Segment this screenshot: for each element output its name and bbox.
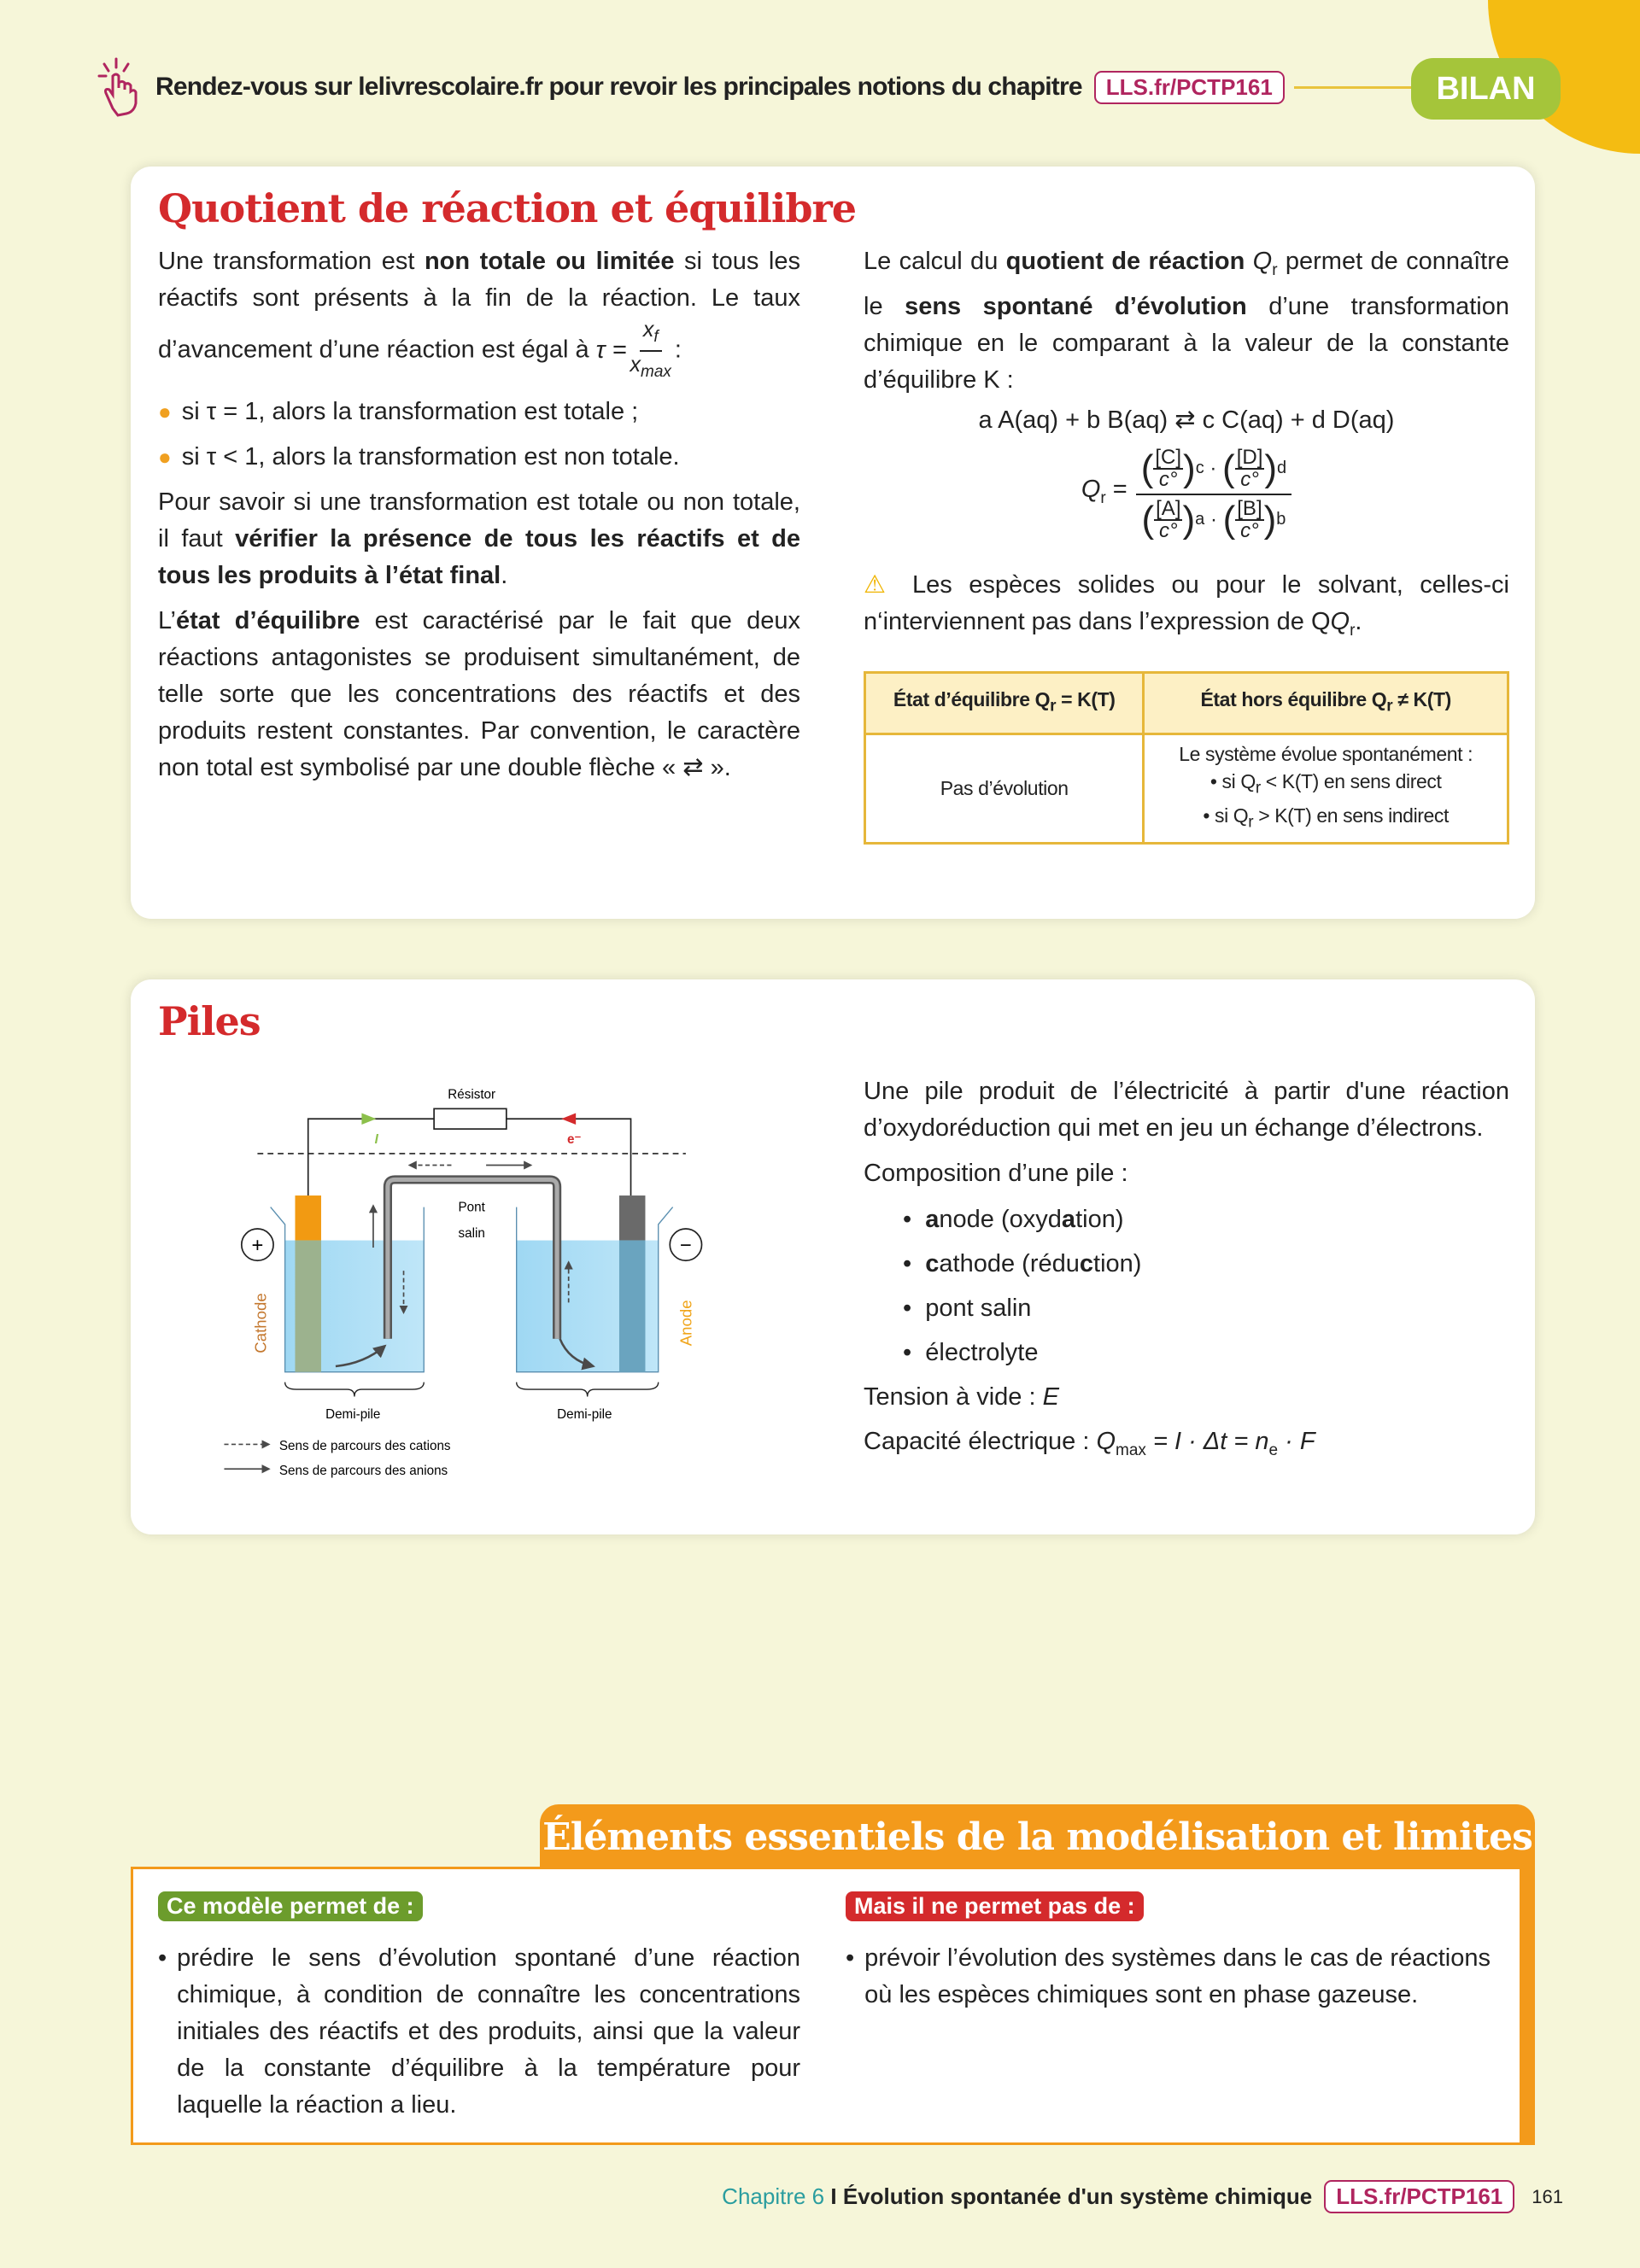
tau-formula bbox=[595, 318, 675, 381]
divider bbox=[131, 1867, 541, 1869]
tau-fraction bbox=[630, 317, 671, 385]
list-item: • électrolyte bbox=[903, 1339, 1039, 1366]
table-header bbox=[1144, 672, 1508, 734]
model-cannot bbox=[846, 1891, 1491, 2022]
legend-cations: Sens de parcours des cations bbox=[278, 1439, 451, 1454]
chapter-link[interactable]: LLS.fr/PCTP161 bbox=[1094, 71, 1285, 104]
qr-fraction bbox=[1136, 447, 1292, 541]
chapter-link-banner bbox=[96, 53, 1285, 121]
colon: : bbox=[674, 336, 682, 364]
composition-list bbox=[864, 1197, 1509, 1375]
text: d’une transformation chimique en le comparant à la valeur de la constante d’équilibre K : bbox=[864, 292, 1509, 394]
footer bbox=[722, 2180, 1563, 2213]
right-column bbox=[864, 243, 1509, 845]
bullet-icon: ● bbox=[158, 399, 172, 424]
essentials-title: Éléments essentiels de la modélisation et limites bbox=[540, 1804, 1535, 1869]
plus-sign: + bbox=[251, 1235, 264, 1258]
half-cell-label: Demi-pile bbox=[557, 1406, 612, 1422]
sub: r bbox=[1248, 813, 1254, 832]
equals: = bbox=[1112, 476, 1128, 504]
cathode-electrode-submerged bbox=[295, 1241, 320, 1372]
anode-electrode bbox=[619, 1195, 645, 1241]
c0: c° bbox=[1240, 518, 1259, 542]
text: État d’équilibre Q bbox=[893, 687, 1051, 710]
bullet-item bbox=[158, 394, 800, 430]
brace bbox=[517, 1382, 659, 1397]
den-sub: max bbox=[641, 363, 671, 381]
text: L’ bbox=[158, 607, 176, 634]
text: > K(T) en sens indirect bbox=[1253, 804, 1450, 827]
dot: · bbox=[1210, 457, 1217, 481]
chapter-link[interactable]: LLS.fr/PCTP161 bbox=[1324, 2180, 1514, 2213]
bullet-item bbox=[846, 1940, 1491, 2014]
text: ». bbox=[703, 754, 731, 781]
anode-electrode-submerged bbox=[619, 1241, 645, 1372]
sub: r bbox=[1350, 621, 1356, 640]
bold-text: vérifier la présence de tous les réactifs et de tous les produits à l’état final bbox=[158, 525, 800, 589]
text: . bbox=[501, 562, 508, 589]
text: ≠ K(T) bbox=[1392, 687, 1451, 710]
bilan-badge: BILAN bbox=[1411, 58, 1561, 120]
text: . bbox=[1355, 607, 1362, 635]
den: x bbox=[630, 353, 641, 377]
bullet-text: prédire le sens d’évolution spontané d’une réaction chimique, à condition de connaître les concentrations initiales des réactifs et des produits, ainsi que la valeur de la constante d’équilibre à la température pour laquelle la réaction a lieu. bbox=[177, 1944, 800, 2119]
text: Le système évolue spontanément : bbox=[1179, 742, 1473, 765]
dot: · bbox=[1210, 508, 1217, 532]
c0: c° bbox=[1158, 467, 1178, 491]
current-arrow-icon bbox=[361, 1113, 376, 1125]
exp-a: a bbox=[1195, 510, 1205, 529]
equilibrium-table bbox=[864, 671, 1509, 845]
table-header bbox=[865, 672, 1144, 734]
anode-label: Anode bbox=[676, 1300, 695, 1347]
paragraph-quotient bbox=[864, 243, 1509, 399]
cannot-badge: Mais il ne permet pas de : bbox=[846, 1891, 1144, 1921]
bullet-icon: • bbox=[158, 1944, 167, 1972]
can-badge: Ce modèle permet de : bbox=[158, 1891, 423, 1921]
bullet-text: prévoir l’évolution des systèmes dans le cas de réactions où les espèces chimiques sont en phase gazeuse. bbox=[864, 1944, 1491, 2008]
bullet-item bbox=[158, 439, 800, 476]
sub: r bbox=[1386, 697, 1393, 716]
banner-text: Rendez-vous sur lelivrescolaire.fr pour revoir les principales notions du chapitre bbox=[155, 73, 1082, 101]
qr-sub: r bbox=[1100, 489, 1106, 508]
conc-c: [C] bbox=[1155, 445, 1182, 469]
brace bbox=[285, 1382, 425, 1397]
list-item: • cathode (réduction) bbox=[903, 1250, 1142, 1277]
bold-text: sens spontané d’évolution bbox=[905, 292, 1247, 320]
bridge-label: salin bbox=[458, 1226, 485, 1242]
paragraph-equilibrium bbox=[158, 603, 800, 786]
bold-text: non totale ou limitée bbox=[424, 248, 675, 275]
battery-diagram bbox=[217, 1071, 709, 1491]
bullet-icon: ● bbox=[158, 444, 172, 470]
capacity: Capacité électrique : $Q_{max} = I \cdot \Delta t = n_e \cdot F$ bbox=[864, 1428, 1315, 1459]
numerator: ( [C] c° ) c · ( [D] c° ) d bbox=[1136, 447, 1292, 495]
electron-arrow-icon bbox=[561, 1113, 576, 1125]
num: x bbox=[642, 318, 654, 342]
c0: c° bbox=[1159, 518, 1178, 542]
conc-b: [B] bbox=[1237, 496, 1262, 520]
chapter-title: I Évolution spontanée d'un système chimique bbox=[830, 2183, 1313, 2209]
text: Une transformation est bbox=[158, 248, 425, 275]
battery-text bbox=[864, 1073, 1509, 1473]
resistor-label: Résistor bbox=[448, 1087, 496, 1102]
bullet-item bbox=[158, 1940, 800, 2124]
text: permet de connaître le bbox=[864, 248, 1509, 320]
legend-anions: Sens de parcours des anions bbox=[278, 1464, 448, 1479]
text: est caractérisé par le fait que deux réactions antagonistes se produisent simultanément, de telle sorte que les concentrations des réactifs et des produits restent constantes. Par convention, le caractère non total est symbolisé par une double flèche « bbox=[158, 607, 800, 781]
composition-label: Composition d’une pile : bbox=[864, 1160, 1128, 1187]
text: Pour savoir si une transformation est totale ou non totale, il faut bbox=[158, 488, 800, 552]
chapter-number: Chapitre 6 bbox=[722, 2183, 825, 2209]
section-title: Piles bbox=[158, 998, 261, 1044]
text: Les espèces solides ou pour le solvant, celles-ci n‘interviennent pas dans l’expression de Q bbox=[864, 570, 1509, 635]
left-column bbox=[158, 243, 800, 795]
exp-b: b bbox=[1276, 510, 1286, 529]
half-cell-label: Demi-pile bbox=[325, 1406, 381, 1422]
cathode-electrode bbox=[295, 1195, 320, 1241]
reaction-equation: a A(aq) + b B(aq) ⇄ c C(aq) + d D(aq) bbox=[978, 406, 1395, 434]
exp-d: d bbox=[1277, 459, 1287, 478]
minus-sign: − bbox=[679, 1235, 692, 1258]
paragraph: Une pile produit de l’électricité à partir d'une réaction d’oxydoréduction qui met en jeu un échange d’électrons. bbox=[864, 1078, 1509, 1142]
list-item: • pont salin bbox=[903, 1295, 1032, 1322]
table-cell: Pas d’évolution bbox=[865, 734, 1144, 843]
voltage: Tension à vide : E bbox=[864, 1383, 1059, 1411]
divider bbox=[1294, 86, 1414, 89]
bullet-text: si τ = 1, alors la transformation est totale ; bbox=[181, 398, 639, 425]
text: < K(T) en sens direct bbox=[1260, 769, 1442, 792]
text: • si Q bbox=[1203, 804, 1249, 827]
current-label: I bbox=[374, 1132, 378, 1148]
bridge-label: Pont bbox=[458, 1200, 485, 1215]
warning-note: ⚠ Les espèces solides ou pour le solvant, celles-ci n‘interviennent pas dans l’expression de $QQ_r$. bbox=[864, 570, 1509, 640]
double-arrow-icon: ⇄ bbox=[682, 754, 704, 781]
resistor bbox=[434, 1108, 507, 1129]
qr-formula bbox=[864, 447, 1509, 541]
text: • si Q bbox=[1210, 769, 1256, 792]
conc-d: [D] bbox=[1236, 445, 1263, 469]
qr-lhs: Q bbox=[1081, 476, 1101, 504]
sub: r bbox=[1255, 779, 1261, 798]
num-sub: f bbox=[653, 328, 659, 346]
q-symbol: Q bbox=[1245, 248, 1273, 275]
page-number: 161 bbox=[1532, 2185, 1563, 2207]
text: Le calcul du bbox=[864, 248, 1006, 275]
card-reaction-quotient bbox=[131, 167, 1535, 919]
electron-label: e⁻ bbox=[566, 1132, 582, 1148]
sub: r bbox=[1050, 697, 1057, 716]
text: État hors équilibre Q bbox=[1200, 687, 1387, 710]
c0: c° bbox=[1240, 467, 1259, 491]
warning-icon: ⚠ bbox=[864, 570, 896, 599]
q-sub: r bbox=[1272, 260, 1278, 279]
bold-text: état d’équilibre bbox=[175, 607, 360, 634]
wire bbox=[308, 1119, 631, 1195]
bullet-text: si τ < 1, alors la transformation est non totale. bbox=[181, 443, 680, 471]
bullet-icon: • bbox=[846, 1944, 855, 1972]
model-can bbox=[158, 1891, 800, 2132]
tap-hand-icon bbox=[96, 57, 144, 117]
paragraph-tau bbox=[158, 243, 800, 385]
bold-text: quotient de réaction bbox=[1005, 248, 1245, 275]
conc-a: [A] bbox=[1156, 496, 1181, 520]
cathode-label: Cathode bbox=[251, 1293, 270, 1353]
text: = K(T) bbox=[1056, 687, 1116, 710]
table-cell bbox=[1144, 734, 1508, 843]
denominator: ( [A] c° ) a · ( [B] c° ) b bbox=[1141, 496, 1286, 542]
paragraph-total bbox=[158, 484, 800, 594]
section-title: Quotient de réaction et équilibre bbox=[158, 185, 857, 231]
list-item: • anode (oxydation) bbox=[903, 1206, 1124, 1233]
exp-c: c bbox=[1195, 459, 1204, 478]
text: si tous les réactifs sont présents à la fin de la réaction. Le taux d’avancement d’une réaction est égal à bbox=[158, 248, 800, 364]
tau-lhs: τ = bbox=[595, 336, 627, 364]
